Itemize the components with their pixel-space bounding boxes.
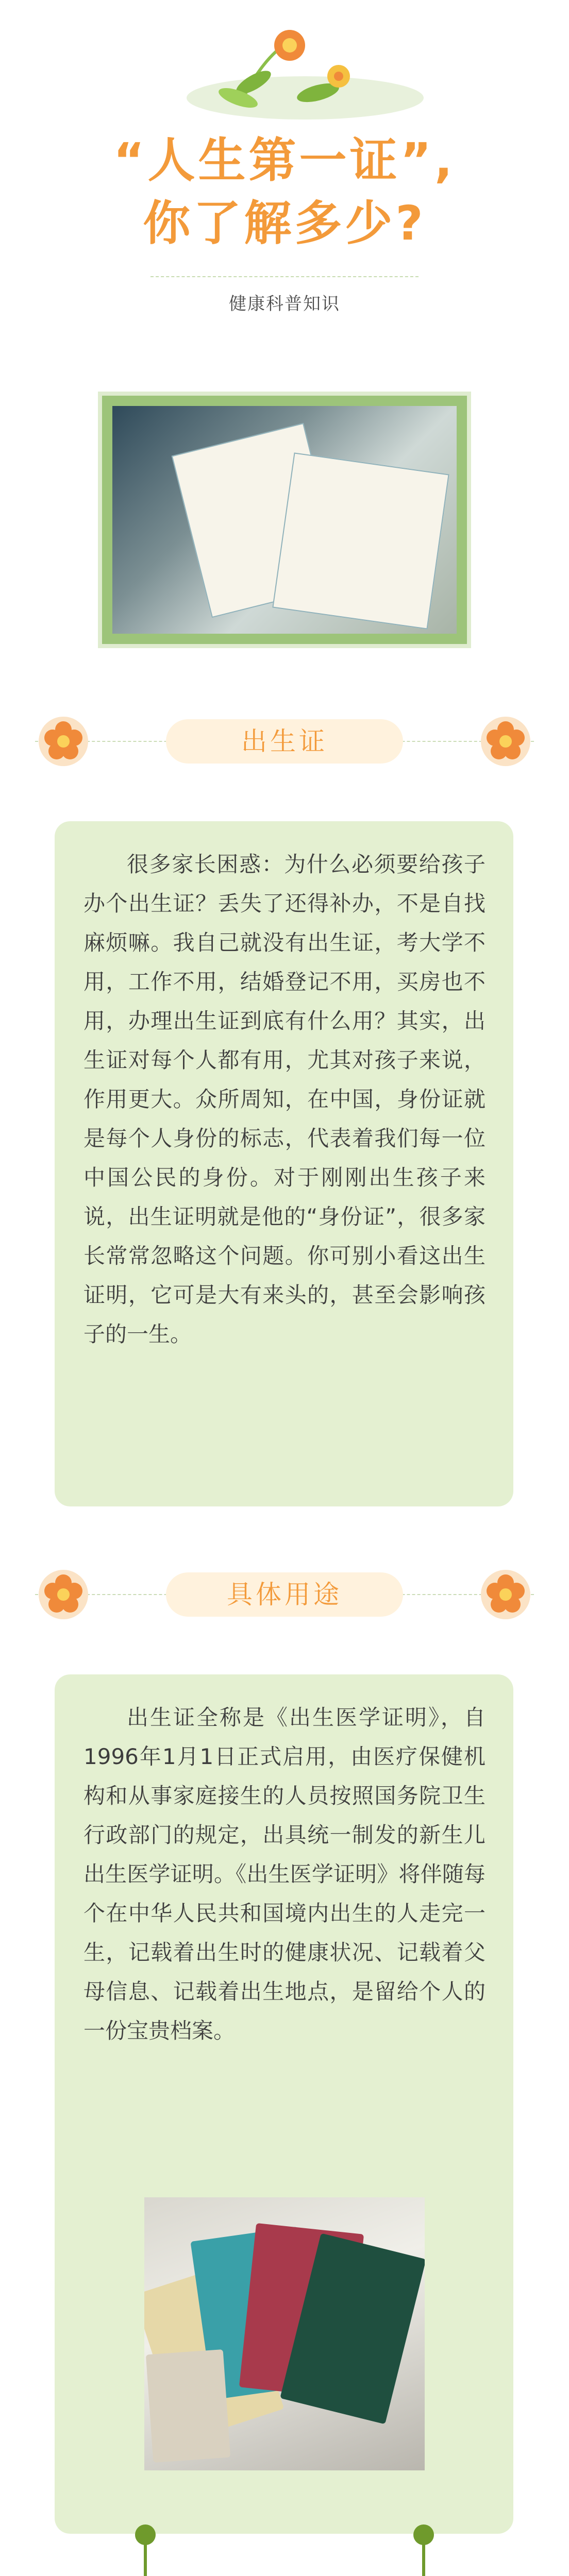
section-header-birth-certificate bbox=[0, 710, 569, 772]
section-title: 具体用途 bbox=[227, 1580, 342, 1609]
page-title-line1: “人生第一证”, bbox=[113, 133, 456, 188]
section-title: 出生证 bbox=[241, 726, 328, 756]
header-flower-decoration bbox=[135, 21, 434, 124]
header-photo bbox=[98, 392, 471, 648]
flower-icon bbox=[35, 713, 92, 770]
flower-icon bbox=[477, 713, 534, 770]
certificates-photo bbox=[144, 2197, 425, 2470]
section-header-uses bbox=[0, 1563, 569, 1625]
connector-line bbox=[144, 2540, 147, 2576]
flower-icon bbox=[477, 1566, 534, 1623]
section-paragraph: 很多家长困惑：为什么必须要给孩子办个出生证？丢失了还得补办，不是自找麻烦嘛。我自己就没有出生证，考大学不用，工作不用，结婚登记不用，买房也不用，办理出生证到底有什么用？其实，出生证对每个人都有用，尤其对孩子来说，作用更大。众所周知，在中国，身份证就是每个人身份的标志，代表着我们每一位中国公民的身份。对于刚刚出生孩子来说，出生证明就是他的“身份证”，很多家长常常忽略这个问题。你可别小看这出生证明，它可是大有来头的，甚至会影响孩子的一生。 bbox=[83, 852, 486, 1347]
flower-icon bbox=[35, 1566, 92, 1623]
page-subtitle: 健康科普知识 bbox=[229, 294, 340, 314]
section-paragraph: 出生证全称是《出生医学证明》，自1996年1月1日正式启用，由医疗保健机构和从事家庭接生的人员按照国务院卫生行政部门的规定，出具统一制发的新生儿出生医学证明。《出生医学证明》将伴随每个在中华人民共和国境内出生的人走完一生，记载着出生时的健康状况、记载着父母信息、记载着出生地点，是留给个人的一份宝贵档案。 bbox=[83, 1705, 486, 2043]
page-title-line2: 你了解多少? bbox=[143, 196, 426, 251]
connector-line bbox=[422, 2540, 425, 2576]
title-divider bbox=[150, 276, 419, 277]
